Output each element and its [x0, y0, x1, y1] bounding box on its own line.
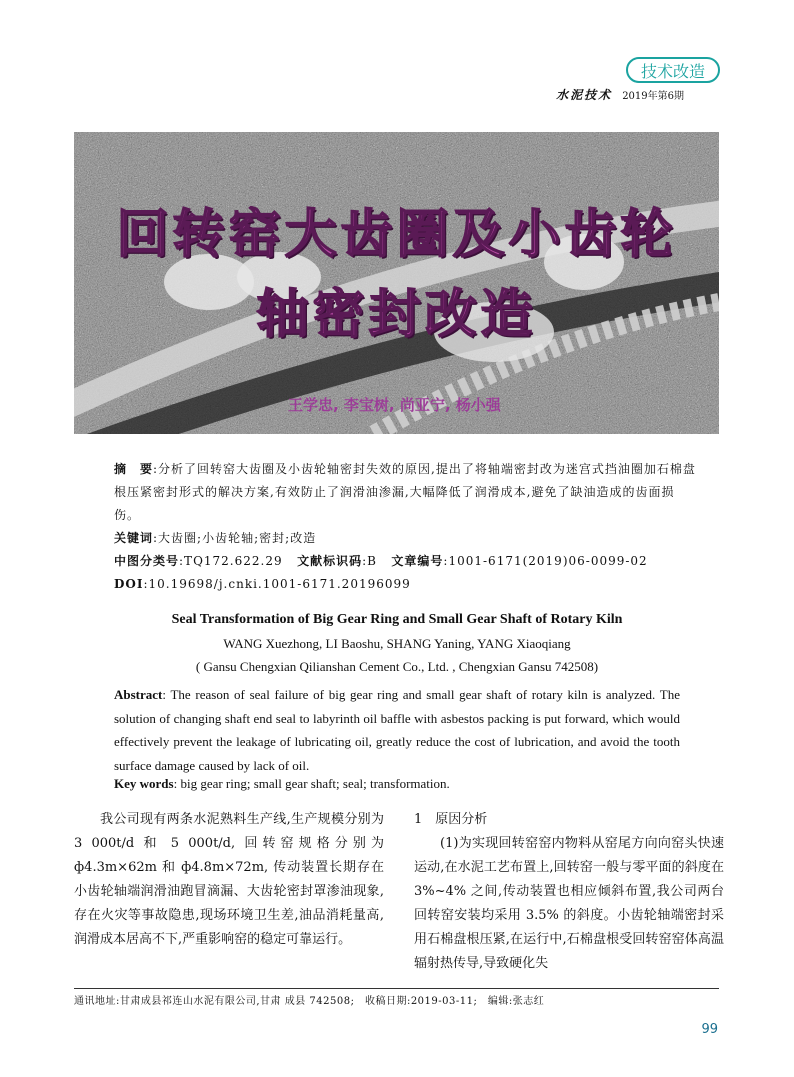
chinese-abstract	[114, 458, 699, 527]
footer-note: 通讯地址:甘肃成县祁连山水泥有限公司,甘肃 成县 742508; 收稿日期:2019-03-11; 编辑:张志红	[74, 996, 545, 1007]
classification-line	[114, 550, 699, 573]
doi-line	[114, 573, 699, 596]
article-no-label: 文章编号	[391, 554, 444, 568]
body-left-column	[74, 808, 384, 952]
hero-banner	[74, 132, 719, 434]
english-abstract-label: Abstract	[114, 687, 163, 702]
keywords-label: 关键词	[114, 531, 154, 545]
clc-label: 中图分类号	[114, 554, 180, 568]
article-title-line1: 回转窑大齿圈及小齿轮	[116, 205, 677, 265]
section-heading: 1 原因分析	[414, 812, 488, 827]
english-abstract	[114, 683, 680, 777]
section-tag: 技术改造	[626, 57, 720, 83]
doc-code-label: 文献标识码	[297, 554, 363, 568]
english-authors: WANG Xuezhong, LI Baoshu, SHANG Yaning, YANG Xiaoqiang	[223, 636, 571, 651]
english-title: Seal Transformation of Big Gear Ring and Small Gear Shaft of Rotary Kiln	[171, 612, 623, 627]
article-no-value: :1001-6171(2019)06-0099-02	[443, 554, 648, 568]
chinese-keywords	[114, 527, 699, 550]
english-keywords-label: Key words	[114, 776, 174, 791]
analysis-paragraph: (1)为实现回转窑窑内物料从窑尾方向向窑头快速运动,在水泥工艺布置上,回转窑一般与零平面的斜度在 3%~4% 之间,传动装置也相应倾斜布置,我公司两台回转窑安装均采用 3.5% 的斜度。小齿轮轴端密封采用石棉盘根压紧,在运行中,石棉盘根受回转窑窑体高温辐射热传导,导致硬化失	[414, 836, 724, 971]
english-keywords-text: : big gear ring; small gear shaft; seal; transformation.	[173, 776, 450, 791]
doc-code-value: :B	[362, 554, 377, 568]
english-affiliation: ( Gansu Chengxian Qilianshan Cement Co., Ltd. , Chengxian Gansu 742508)	[195, 659, 599, 674]
footer-rule	[74, 988, 719, 989]
article-authors: 王学忠, 李宝树, 尚亚宁, 杨小强	[288, 396, 501, 414]
english-abstract-text: : The reason of seal failure of big gear ring and small gear shaft of rotary kiln is analyzed. The solution of changing shaft end seal to labyrinth oil baffle with asbestos packing is put forward, which would effectively prevent the leakage of lubricating oil, greatly reduce the cost of lubrication, and avoid the tooth surface damage caused by lack of oil.	[114, 687, 680, 773]
journal-header	[556, 86, 684, 103]
issue-label: 2019年第6期	[622, 91, 684, 102]
english-keywords	[114, 776, 450, 792]
abstract-label: 摘 要	[114, 462, 154, 476]
clc-value: :TQ172.622.29	[179, 554, 283, 568]
chinese-abstract-block	[114, 458, 699, 596]
body-right-column	[414, 808, 724, 976]
intro-paragraph: 我公司现有两条水泥熟料生产线,生产规模分别为 3 000t/d 和 5 000t/d, 回转窑规格分别为 ф4.3m×62m 和 ф4.8m×72m, 传动装置长期存在小齿轮轴端润滑油跑冒滴漏、大齿轮密封罩渗油现象,存在火灾等事故隐患,现场环境卫生差,油品消耗量高,润滑成本居高不下,严重影响窑的稳定可靠运行。	[74, 812, 384, 947]
doi-value: :10.19698/j.cnki.1001-6171.20196099	[143, 577, 411, 591]
journal-name: 水泥技术	[556, 88, 613, 102]
article-title-line2: 轴密封改造	[256, 285, 537, 345]
page-number: 99	[701, 1022, 718, 1037]
keywords-text: :大齿圈;小齿轮轴;密封;改造	[153, 531, 317, 545]
abstract-text: :分析了回转窑大齿圈及小齿轮轴密封失效的原因,提出了将轴端密封改为迷宫式挡油圈加石棉盘根压紧密封形式的解决方案,有效防止了润滑油渗漏,大幅降低了润滑成本,避免了缺油造成的齿面损伤。	[114, 462, 696, 522]
doi-label: DOI	[114, 577, 144, 591]
